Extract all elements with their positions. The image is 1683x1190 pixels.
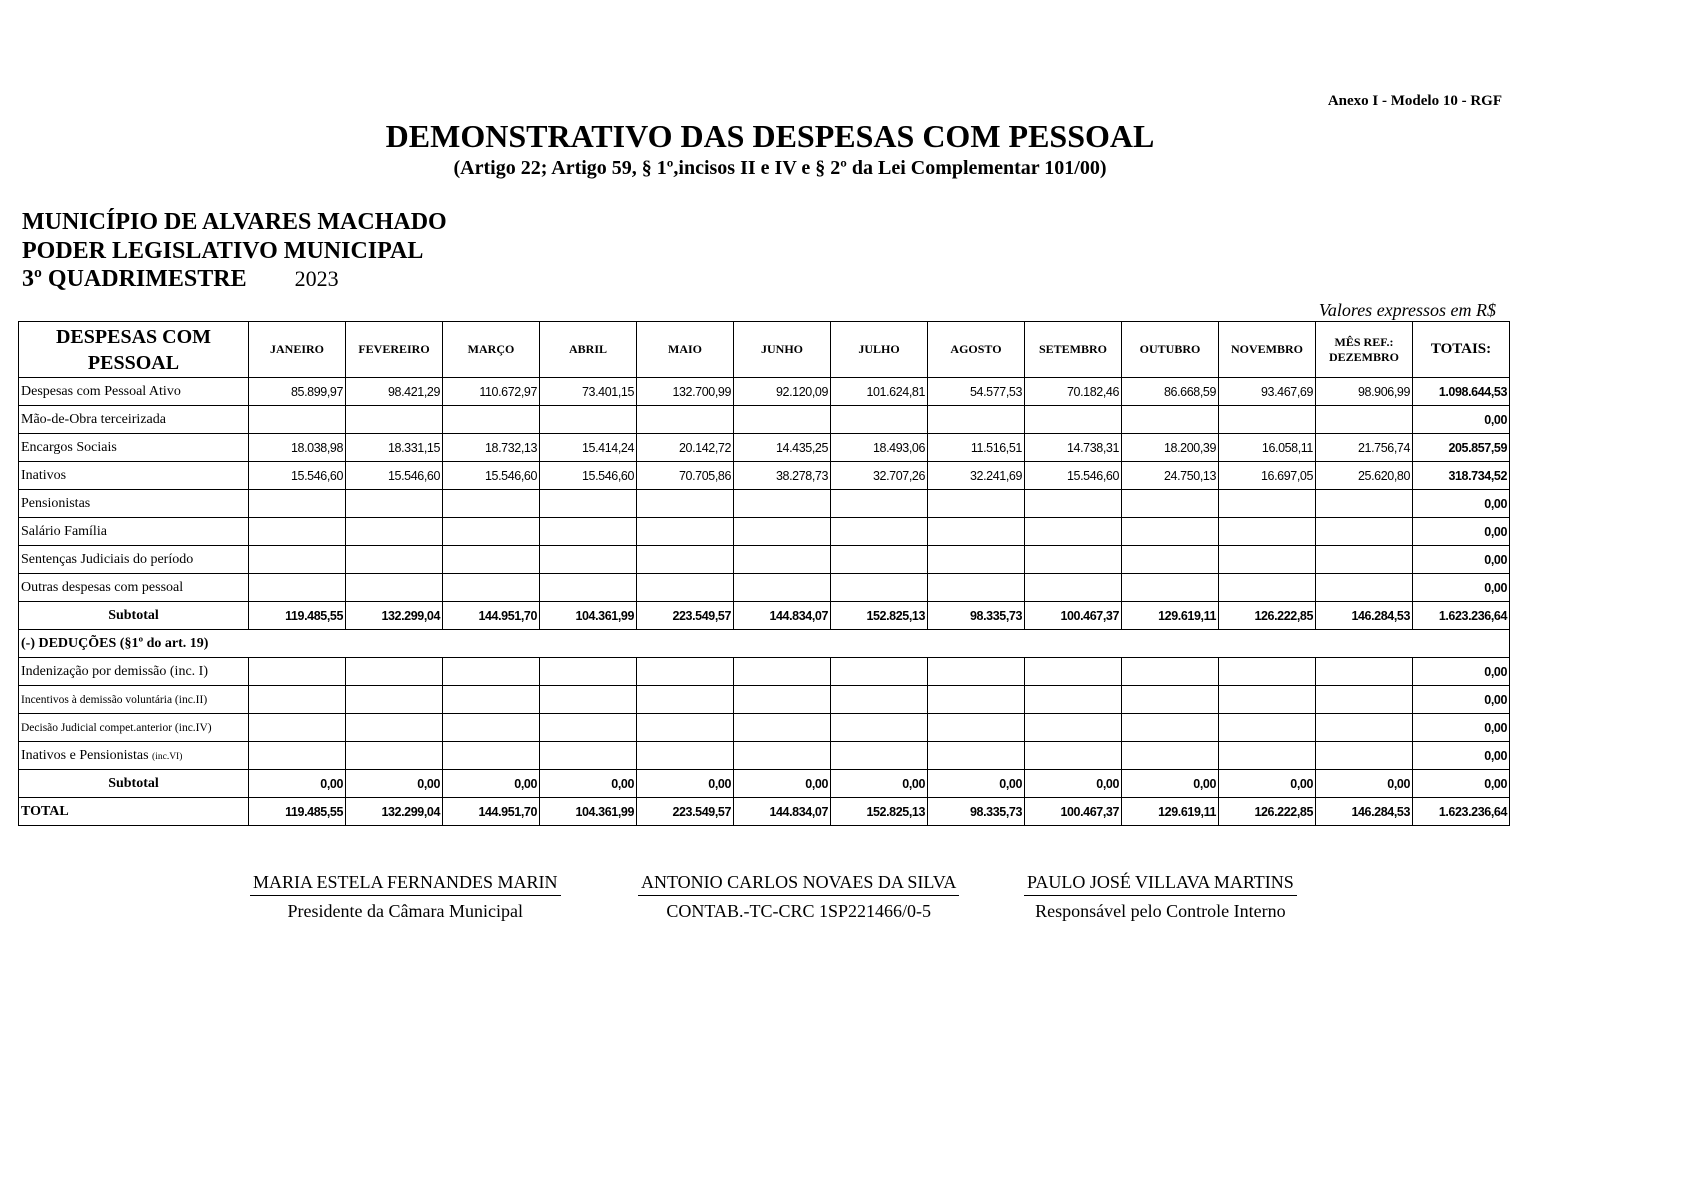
value-cell: [1122, 574, 1219, 602]
signature-name: MARIA ESTELA FERNANDES MARIN: [250, 872, 561, 896]
row-label: [19, 434, 249, 462]
value-cell: 152.825,13: [831, 798, 928, 826]
value-cell: 98.421,29: [346, 378, 443, 406]
value-cell: 15.546,60: [249, 462, 346, 490]
value-cell: [1219, 686, 1316, 714]
signature-role: Presidente da Câmara Municipal: [287, 901, 523, 921]
value-cell: [831, 574, 928, 602]
value-cell: [443, 714, 540, 742]
value-cell: [249, 658, 346, 686]
column-header: SETEMBRO: [1025, 322, 1122, 378]
value-cell: 70.705,86: [637, 462, 734, 490]
value-cell: 146.284,53: [1316, 798, 1413, 826]
value-cell: 132.299,04: [346, 798, 443, 826]
value-cell: 18.493,06: [831, 434, 928, 462]
value-cell: 98.906,99: [1316, 378, 1413, 406]
value-cell: [443, 658, 540, 686]
value-cell: [734, 658, 831, 686]
row-label: [19, 742, 249, 770]
value-cell: [1025, 490, 1122, 518]
value-cell: 15.546,60: [346, 462, 443, 490]
value-cell: [346, 686, 443, 714]
value-cell: [1025, 686, 1122, 714]
value-cell: [540, 518, 637, 546]
value-cell: [540, 686, 637, 714]
value-cell: [928, 686, 1025, 714]
value-cell: 100.467,37: [1025, 798, 1122, 826]
row-label: [19, 686, 249, 714]
row-label: [19, 462, 249, 490]
value-cell: [1025, 658, 1122, 686]
value-cell: [443, 406, 540, 434]
value-cell: [1122, 406, 1219, 434]
value-cell: [734, 574, 831, 602]
table-row: [19, 574, 1510, 602]
value-cell: [734, 686, 831, 714]
value-cell: 0,00: [540, 770, 637, 798]
column-header: ABRIL: [540, 322, 637, 378]
value-cell: [1025, 546, 1122, 574]
value-cell: [443, 546, 540, 574]
total-cell: 0,00: [1413, 574, 1510, 602]
value-cell: [831, 686, 928, 714]
value-cell: 126.222,85: [1219, 602, 1316, 630]
value-cell: [1219, 406, 1316, 434]
value-cell: 54.577,53: [928, 378, 1025, 406]
value-cell: 73.401,15: [540, 378, 637, 406]
value-cell: 129.619,11: [1122, 798, 1219, 826]
value-cell: [831, 406, 928, 434]
row-label: [19, 658, 249, 686]
row-label-text: Subtotal: [108, 607, 159, 623]
column-header: NOVEMBRO: [1219, 322, 1316, 378]
row-label-text: Subtotal: [108, 775, 159, 791]
row-label-text: Mão-de-Obra terceirizada: [21, 411, 166, 427]
value-cell: 100.467,37: [1025, 602, 1122, 630]
value-cell: 110.672,97: [443, 378, 540, 406]
value-cell: 38.278,73: [734, 462, 831, 490]
value-cell: [734, 406, 831, 434]
signature-role: CONTAB.-TC-CRC 1SP221466/0-5: [666, 901, 931, 921]
value-cell: [637, 658, 734, 686]
row-label: [19, 518, 249, 546]
value-cell: 16.697,05: [1219, 462, 1316, 490]
value-cell: [1122, 686, 1219, 714]
value-cell: [1316, 518, 1413, 546]
table-row: [19, 518, 1510, 546]
value-cell: [637, 490, 734, 518]
column-header: JULHO: [831, 322, 928, 378]
total-cell: 0,00: [1413, 686, 1510, 714]
value-cell: 15.546,60: [540, 462, 637, 490]
table-row: [19, 462, 1510, 490]
total-cell: 0,00: [1413, 490, 1510, 518]
value-cell: [1122, 742, 1219, 770]
value-cell: [249, 518, 346, 546]
column-header: FEVEREIRO: [346, 322, 443, 378]
table-row: [19, 490, 1510, 518]
value-cell: [928, 714, 1025, 742]
value-cell: 0,00: [637, 770, 734, 798]
total-cell: 205.857,59: [1413, 434, 1510, 462]
value-cell: [249, 574, 346, 602]
total-cell: 0,00: [1413, 518, 1510, 546]
value-cell: 144.834,07: [734, 602, 831, 630]
row-label-text: Pensionistas: [21, 495, 91, 511]
value-cell: 104.361,99: [540, 602, 637, 630]
values-note: Valores expressos em R$: [1318, 300, 1496, 320]
row-label-text: Salário Família: [21, 523, 107, 539]
value-cell: [346, 546, 443, 574]
value-cell: 20.142,72: [637, 434, 734, 462]
value-cell: [1122, 546, 1219, 574]
expense-table: [18, 321, 1510, 826]
deductions-label: (-) DEDUÇÕES (§1º do art. 19): [19, 630, 1510, 658]
value-cell: [928, 742, 1025, 770]
value-cell: [637, 686, 734, 714]
row-label-text: Indenização por demissão (inc. I): [21, 663, 208, 679]
value-cell: [1122, 658, 1219, 686]
signature-block: [250, 872, 561, 922]
value-cell: [443, 490, 540, 518]
value-cell: [831, 658, 928, 686]
row-label: [19, 770, 249, 798]
value-cell: [443, 742, 540, 770]
total-cell: 0,00: [1413, 714, 1510, 742]
value-cell: 119.485,55: [249, 602, 346, 630]
value-cell: 119.485,55: [249, 798, 346, 826]
table-row: [19, 546, 1510, 574]
value-cell: [831, 714, 928, 742]
value-cell: 18.038,98: [249, 434, 346, 462]
value-cell: [346, 518, 443, 546]
value-cell: 25.620,80: [1316, 462, 1413, 490]
value-cell: 16.058,11: [1219, 434, 1316, 462]
signature-block: [1024, 872, 1297, 922]
value-cell: [1316, 574, 1413, 602]
deductions-header-row: [19, 630, 1510, 658]
value-cell: [734, 490, 831, 518]
value-cell: [928, 546, 1025, 574]
total-cell: 0,00: [1413, 658, 1510, 686]
value-cell: [1316, 686, 1413, 714]
value-cell: 126.222,85: [1219, 798, 1316, 826]
value-cell: [831, 546, 928, 574]
value-cell: 0,00: [831, 770, 928, 798]
value-cell: [443, 574, 540, 602]
value-cell: [637, 574, 734, 602]
value-cell: [1219, 518, 1316, 546]
row-label-text: Encargos Sociais: [21, 439, 117, 455]
row-label-text: Decisão Judicial compet.anterior (inc.IV): [21, 721, 212, 734]
value-cell: 0,00: [1219, 770, 1316, 798]
value-cell: [249, 686, 346, 714]
value-cell: 0,00: [1025, 770, 1122, 798]
row-label-text: Inativos e Pensionistas: [21, 747, 149, 763]
value-cell: 0,00: [346, 770, 443, 798]
value-cell: [928, 490, 1025, 518]
value-cell: 18.200,39: [1122, 434, 1219, 462]
value-cell: [249, 490, 346, 518]
total-cell: 0,00: [1413, 742, 1510, 770]
value-cell: 98.335,73: [928, 798, 1025, 826]
value-cell: 101.624,81: [831, 378, 928, 406]
value-cell: 152.825,13: [831, 602, 928, 630]
value-cell: [928, 658, 1025, 686]
value-cell: 0,00: [734, 770, 831, 798]
subtotal-row: [19, 602, 1510, 630]
column-header: MARÇO: [443, 322, 540, 378]
value-cell: [1219, 490, 1316, 518]
column-header: AGOSTO: [928, 322, 1025, 378]
signature-name: ANTONIO CARLOS NOVAES DA SILVA: [638, 872, 959, 896]
value-cell: 86.668,59: [1122, 378, 1219, 406]
row-label-text: Inativos: [21, 467, 67, 483]
row-label: [19, 546, 249, 574]
column-header: MAIO: [637, 322, 734, 378]
period-label: 3º QUADRIMESTRE: [22, 266, 247, 292]
value-cell: [1122, 714, 1219, 742]
value-cell: [734, 714, 831, 742]
column-header: JANEIRO: [249, 322, 346, 378]
total-cell: 1.098.644,53: [1413, 378, 1510, 406]
value-cell: [249, 714, 346, 742]
value-cell: 11.516,51: [928, 434, 1025, 462]
value-cell: 93.467,69: [1219, 378, 1316, 406]
signature-role: Responsável pelo Controle Interno: [1035, 901, 1286, 921]
total-cell: 0,00: [1413, 546, 1510, 574]
value-cell: [1316, 546, 1413, 574]
column-header: TOTAIS:: [1413, 322, 1510, 378]
value-cell: 32.707,26: [831, 462, 928, 490]
value-cell: [346, 714, 443, 742]
value-cell: [346, 742, 443, 770]
value-cell: 15.546,60: [1025, 462, 1122, 490]
municipality-name: MUNICÍPIO DE ALVARES MACHADO: [22, 209, 447, 235]
value-cell: [540, 714, 637, 742]
value-cell: 104.361,99: [540, 798, 637, 826]
value-cell: [637, 406, 734, 434]
row-label-text: Sentenças Judiciais do período: [21, 551, 194, 567]
total-cell: 1.623.236,64: [1413, 798, 1510, 826]
period-line: [22, 266, 339, 293]
value-cell: [1316, 742, 1413, 770]
value-cell: [540, 574, 637, 602]
value-cell: [249, 406, 346, 434]
table-row: [19, 378, 1510, 406]
row-label-text: TOTAL: [21, 803, 69, 819]
row-label: [19, 378, 249, 406]
value-cell: [1122, 518, 1219, 546]
row-label-text: Outras despesas com pessoal: [21, 579, 184, 595]
value-cell: 144.834,07: [734, 798, 831, 826]
row-label: [19, 490, 249, 518]
table-row: [19, 406, 1510, 434]
value-cell: [346, 574, 443, 602]
value-cell: 14.738,31: [1025, 434, 1122, 462]
value-cell: [1025, 714, 1122, 742]
value-cell: 0,00: [443, 770, 540, 798]
value-cell: 15.546,60: [443, 462, 540, 490]
value-cell: [540, 546, 637, 574]
row-label: [19, 602, 249, 630]
row-label-text: Despesas com Pessoal Ativo: [21, 383, 181, 399]
annex-label: Anexo I - Modelo 10 - RGF: [1327, 93, 1502, 109]
value-cell: [443, 518, 540, 546]
value-cell: 132.700,99: [637, 378, 734, 406]
value-cell: [1219, 714, 1316, 742]
row-label: [19, 798, 249, 826]
row-label: [19, 406, 249, 434]
page-title: DEMONSTRATIVO DAS DESPESAS COM PESSOAL: [385, 118, 1155, 154]
row-label: [19, 574, 249, 602]
value-cell: [831, 742, 928, 770]
value-cell: 21.756,74: [1316, 434, 1413, 462]
value-cell: 14.435,25: [734, 434, 831, 462]
value-cell: [734, 518, 831, 546]
table-header-row: [19, 322, 1510, 378]
subtotal-row: [19, 770, 1510, 798]
value-cell: 144.951,70: [443, 602, 540, 630]
value-cell: [928, 406, 1025, 434]
value-cell: 0,00: [1316, 770, 1413, 798]
value-cell: 146.284,53: [1316, 602, 1413, 630]
value-cell: [540, 658, 637, 686]
value-cell: 129.619,11: [1122, 602, 1219, 630]
total-row: [19, 798, 1510, 826]
value-cell: [346, 490, 443, 518]
value-cell: [928, 574, 1025, 602]
page-subtitle: (Artigo 22; Artigo 59, § 1º,incisos II e IV e § 2º da Lei Complementar 101/00): [453, 157, 1107, 179]
value-cell: [637, 742, 734, 770]
total-cell: 1.623.236,64: [1413, 602, 1510, 630]
value-cell: [1219, 546, 1316, 574]
value-cell: [637, 714, 734, 742]
value-cell: 18.331,15: [346, 434, 443, 462]
value-cell: [734, 742, 831, 770]
power-name: PODER LEGISLATIVO MUNICIPAL: [22, 238, 424, 264]
value-cell: 0,00: [928, 770, 1025, 798]
value-cell: [1219, 574, 1316, 602]
table-row: [19, 434, 1510, 462]
total-cell: 0,00: [1413, 770, 1510, 798]
value-cell: [249, 742, 346, 770]
value-cell: 132.299,04: [346, 602, 443, 630]
value-cell: 92.120,09: [734, 378, 831, 406]
table-row: [19, 714, 1510, 742]
table-row: [19, 658, 1510, 686]
value-cell: [540, 742, 637, 770]
value-cell: [1122, 490, 1219, 518]
value-cell: [637, 518, 734, 546]
value-cell: [831, 518, 928, 546]
period-year: 2023: [294, 266, 339, 291]
table-row: [19, 742, 1510, 770]
signature-name: PAULO JOSÉ VILLAVA MARTINS: [1024, 872, 1297, 896]
row-label-text: Incentivos à demissão voluntária (inc.II): [21, 693, 208, 706]
value-cell: [734, 546, 831, 574]
value-cell: 223.549,57: [637, 602, 734, 630]
column-header: OUTUBRO: [1122, 322, 1219, 378]
value-cell: 144.951,70: [443, 798, 540, 826]
value-cell: [540, 490, 637, 518]
value-cell: [1316, 490, 1413, 518]
total-cell: 0,00: [1413, 406, 1510, 434]
value-cell: 24.750,13: [1122, 462, 1219, 490]
row-label-suffix: (inc.VI): [152, 751, 183, 762]
table-row: [19, 686, 1510, 714]
value-cell: 18.732,13: [443, 434, 540, 462]
value-cell: 0,00: [249, 770, 346, 798]
value-cell: 223.549,57: [637, 798, 734, 826]
value-cell: 85.899,97: [249, 378, 346, 406]
total-cell: 318.734,52: [1413, 462, 1510, 490]
value-cell: [346, 406, 443, 434]
value-cell: [346, 658, 443, 686]
value-cell: [1316, 714, 1413, 742]
value-cell: [1219, 742, 1316, 770]
value-cell: [1025, 406, 1122, 434]
value-cell: 70.182,46: [1025, 378, 1122, 406]
column-header: DESPESAS COM PESSOAL: [19, 322, 249, 378]
value-cell: 32.241,69: [928, 462, 1025, 490]
value-cell: [1025, 518, 1122, 546]
value-cell: 98.335,73: [928, 602, 1025, 630]
value-cell: [443, 686, 540, 714]
value-cell: [831, 490, 928, 518]
value-cell: [1025, 574, 1122, 602]
value-cell: 0,00: [1122, 770, 1219, 798]
value-cell: [637, 546, 734, 574]
value-cell: 15.414,24: [540, 434, 637, 462]
row-label: [19, 714, 249, 742]
value-cell: [928, 518, 1025, 546]
value-cell: [1316, 406, 1413, 434]
value-cell: [1025, 742, 1122, 770]
value-cell: [1219, 658, 1316, 686]
column-header: JUNHO: [734, 322, 831, 378]
column-header: MÊS REF.: DEZEMBRO: [1316, 322, 1413, 378]
value-cell: [1316, 658, 1413, 686]
signature-block: [638, 872, 959, 922]
value-cell: [540, 406, 637, 434]
value-cell: [249, 546, 346, 574]
